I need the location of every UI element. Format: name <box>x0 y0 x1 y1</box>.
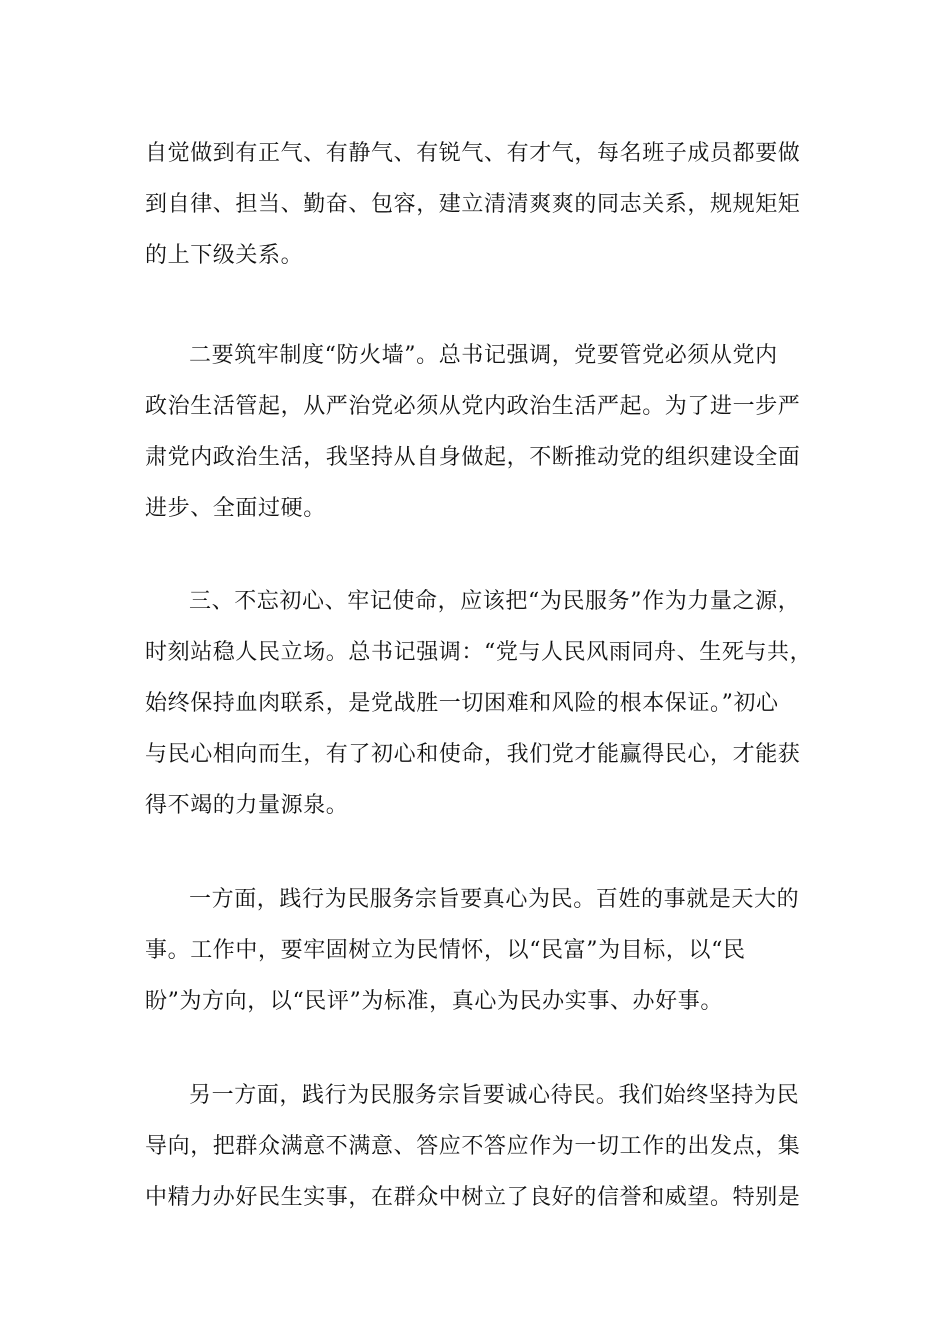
paragraph-5 <box>145 1070 807 1223</box>
paragraph-3-line-4: 与民心相向而生，有了初心和使命，我们党才能赢得民心，才能获 <box>145 742 801 767</box>
paragraph-3-line-3: 始终保持血肉联系，是党战胜一切困难和风险的根本保证。”初心 <box>145 691 779 716</box>
paragraph-5-line-1: 另一方面，践行为民服务宗旨要诚心待民。我们始终坚持为民 <box>189 1083 800 1108</box>
paragraph-2-line-4: 进步、全面过硬。 <box>145 496 326 521</box>
paragraph-1-line-3: 的上下级关系。 <box>145 243 304 268</box>
paragraph-1-line-2: 到自律、担当、勤奋、包容，建立清清爽爽的同志关系，规规矩矩 <box>145 192 801 217</box>
paragraph-2-line-2: 政治生活管起，从严治党必须从党内政治生活严起。为了进一步严 <box>145 394 801 419</box>
paragraph-1 <box>145 128 807 281</box>
paragraph-4-line-2: 事。工作中，要牢固树立为民情怀，以“民富”为目标，以“民 <box>145 938 746 963</box>
paragraph-4-line-3: 盼”为方向，以“民评”为标准，真心为民办实事、办好事。 <box>145 989 723 1014</box>
paragraph-5-line-3: 中精力办好民生实事，在群众中树立了良好的信誉和威望。特别是 <box>145 1185 801 1210</box>
paragraph-3 <box>145 576 813 831</box>
paragraph-4 <box>145 874 807 1027</box>
paragraph-2-line-1: 二要筑牢制度“防火墙”。总书记强调，党要管党必须从党内 <box>189 343 778 368</box>
paragraph-2 <box>145 330 807 534</box>
paragraph-1-line-1: 自觉做到有正气、有静气、有锐气、有才气，每名班子成员都要做 <box>145 141 801 166</box>
paragraph-4-line-1: 一方面，践行为民服务宗旨要真心为民。百姓的事就是天大的 <box>189 887 800 912</box>
paragraph-5-line-2: 导向，把群众满意不满意、答应不答应作为一切工作的出发点，集 <box>145 1134 801 1159</box>
paragraph-2-line-3: 肃党内政治生活，我坚持从自身做起，不断推动党的组织建设全面 <box>145 445 801 470</box>
paragraph-3-line-5: 得不竭的力量源泉。 <box>145 793 349 818</box>
paragraph-3-line-1: 三、不忘初心、牢记使命，应该把“为民服务”作为力量之源， <box>189 589 801 614</box>
paragraph-3-line-2: 时刻站稳人民立场。总书记强调：“党与人民风雨同舟、生死与共， <box>145 640 813 665</box>
